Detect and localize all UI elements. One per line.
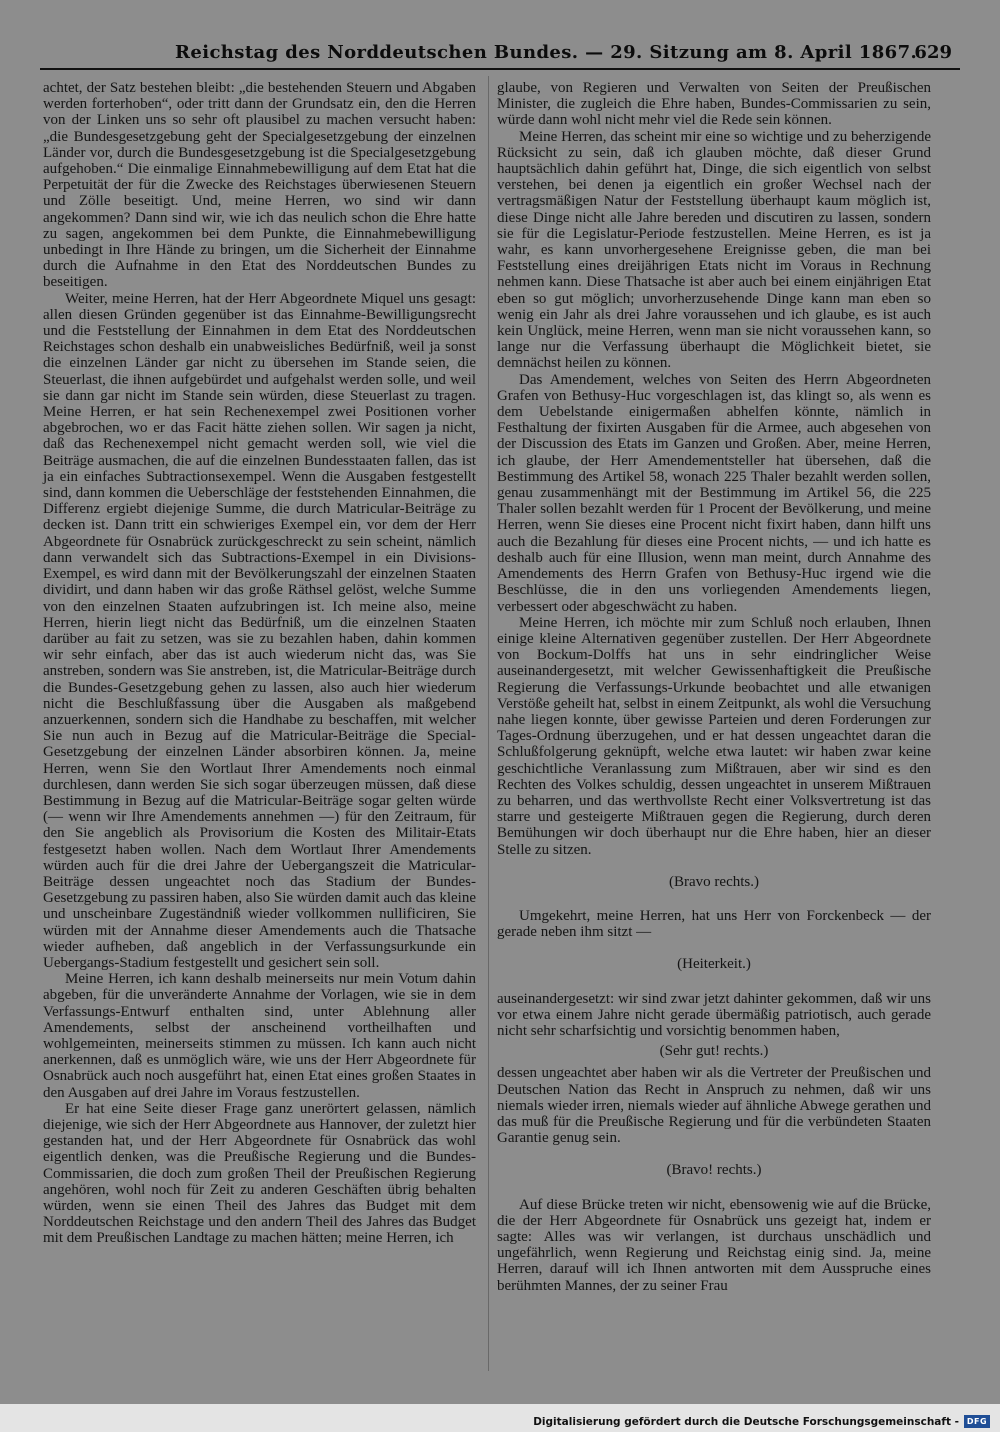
running-header bbox=[40, 38, 960, 70]
page-title: Reichstag des Norddeutschen Bundes. — 29. Sitzung am 8. April 1867. bbox=[175, 42, 918, 63]
paragraph: dessen ungeachtet aber haben wir als die Vertreter der Preußischen und Deutschen Nation das Recht in Anspruch zu nehmen, daß wir uns niemals wieder irren, niemals wieder auf ähnliche Abwege gerathen und das muß für die Preußische Regierung und für die verbündeten Staaten Garantie genug sein. bbox=[497, 1065, 931, 1147]
paragraph: Das Amendement, welches von Seiten des Herrn Abgeordneten Grafen von Bethusy-Huc vorgeschlagen ist, das klingt so, als wenn es dem Uebelstande einigermaßen abhelfen könnte, nämlich in Festhaltung der fixirten Ausgaben für die Armee, auch abgesehen von der Discussion des Etats im Ganzen und Großen. Aber, meine Herren, ich glaube, der Herr Amendementsteller hat übersehen, daß die Bestimmung des Artikel 58, wonach 225 Thaler bezahlt werden sollen, genau zusammenhängt mit der Bestimmung im Artikel 56, die 225 Thaler sollen bezahlt werden für 1 Procent der Bevölkerung, und meine Herren, wenn Sie dieses eine Procent nicht fixirt haben, dann hilft uns auch die Bezahlung für dieses eine Procent nichts, — und ich hatte es deshalb auch für eine Illusion, wenn man meint, durch Annahme des Amendements des Herrn Grafen von Bethusy-Huc irgend wie die Beschlüsse, die in den uns vorliegenden Amendements liegen, verbessert oder abgeschwächt zu haben. bbox=[497, 371, 931, 615]
digitization-credit bbox=[533, 1415, 990, 1428]
audience-reaction: (Bravo rechts.) bbox=[669, 873, 759, 890]
audience-reaction: (Sehr gut! rechts.) bbox=[659, 1043, 769, 1060]
paragraph: Meine Herren, das scheint mir eine so wichtige und zu beherzigende Rücksicht zu sein, daß ich glauben möchte, daß dieser Grund hauptsächlich dahin geführt hat, Dinge, die sich eigentlich von selbst verstehen, bei denen ja eigentlich ein großer Wechsel nach der vertragsmäßigen Natur der Feststellung überhaupt kaum möglich ist, diese Dinge nicht alle Jahre bereden und discutiren zu lassen, sondern sie für die Legislatur-Periode festzustellen. Meine Herren, es ist ja wahr, es kann unvorhergesehene Ereignisse geben, die man bei Feststellung eines dreijährigen Etats nicht im Voraus in Rechnung nehmen kann. Diese Thatsache ist aber auch bei einem einjährigen Etat eben so gut möglich; unvorherzusehende Dinge kann man eben so wenig ein Jahr als drei Jahre voraussehen und ich glaube, es ist auch kein Unglück, meine Herren, wenn man sie nicht voraussehen kann, so lange nur die Verfassung überhaupt die Möglichkeit bietet, sie demnächst heilen zu können. bbox=[497, 128, 931, 372]
paragraph: Umgekehrt, meine Herren, hat uns Herr von Forckenbeck — der gerade neben ihm sitzt — bbox=[497, 907, 931, 941]
paragraph: Auf diese Brücke treten wir nicht, ebensowenig wie auf die Brücke, die der Herr Abgeordnete für Osnabrück uns gezeigt hat, indem er sagte: Alles was wir verlangen, ist durchaus unschädlich und ungefährlich, wenn Regierung und Reichstag einig sind. Ja, meine Herren, darauf will ich Ihnen antworten mit dem Ausspruche eines berühmten Mannes, der zu seiner Frau bbox=[497, 1196, 931, 1294]
page-number: 629 bbox=[914, 42, 952, 63]
paragraph: Meine Herren, ich möchte mir zum Schluß noch erlauben, Ihnen einige kleine Alternativen gegenüber zustellen. Der Herr Abgeordnete von Bockum-Dolffs hat uns in sehr eindringlicher Weise auseinandergesetzt, mit welcher Gewissenhaftigkeit die Preußische Regierung die Verfassungs-Urkunde beobachtet und alle etwanigen Verstöße geheilt hat, selbst in einem Zeitpunkt, als wohl die Versuchung nahe liegen konnte, über gewisse Parteien und deren Forderungen zur Tages-Ordnung überzugehen, und er hat dessen ungeachtet daran die Schlußfolgerung geknüpft, welche etwa lautet: wir haben zwar keine geschichtliche Veranlassung zum Mißtrauen, aber wir sind es den Rechten des Volkes schuldig, dessen ungeachtet in unserem Mißtrauen zu beharren, und das werthvollste Recht einer Volksvertretung ist das starre und gesteigerte Mißtrauen gegen die Regierung, durch deren Bemühungen wir doch überhaupt nur die Ehre haben, hier an dieser Stelle zu sitzen. bbox=[497, 614, 931, 858]
paragraph: glaube, von Regieren und Verwalten von Seiten der Preußischen Minister, die zugleich die Ehre haben, Bundes-Commissarien zu sein, würde dann wohl nicht mehr viel die Rede sein können. bbox=[497, 80, 931, 129]
credit-text: Digitalisierung gefördert durch die Deutsche Forschungsgemeinschaft - bbox=[533, 1415, 959, 1428]
audience-reaction: (Bravo! rechts.) bbox=[666, 1162, 762, 1179]
paragraph: auseinandergesetzt: wir sind zwar jetzt dahinter gekommen, daß wir uns vor etwa einem Jahre nicht gerade übermäßig patriotisch, auch gerade nicht sehr scharfsichtig und vorsichtig benommen haben, bbox=[497, 990, 931, 1039]
paragraph: achtet, der Satz bestehen bleibt: „die bestehenden Steuern und Abgaben werden forterhoben“, oder tritt dann der Grundsatz ein, den die Herren von der Linken uns so sehr oft plausibel zu machen versucht haben: „die Bundesgesetzgebung geht der Specialgesetzgebung der einzelnen Länder vor, durch die Bundesgesetzgebung ist die Specialgesetzgebung aufgehoben.“ Die einmalige Einnahmebewilligung auf dem Etat hat die Perpetuität der für die Zwecke des Reichstages überwiesenen Steuern und Zölle beseitigt. Und, meine Herren, wo sind wir dann angekommen? Dann sind wir, wie ich das neulich schon die Ehre hatte zu sagen, angekommen bei dem Punkte, die Einnahmebewilligung unbedingt in Ihre Hände zu bringen, um die Sicherheit der Einnahme durch die Aufnahme in den Etat des Norddeutschen Bundes zu beseitigen. bbox=[43, 80, 476, 291]
paragraph: Meine Herren, ich kann deshalb meinerseits nur mein Votum dahin abgeben, für die unveränderte Annahme der Vorlagen, wie sie in dem Verfassungs-Entwurf enthalten sind, unter Ablehnung aller Amendements, selbst der anscheinend vortheilhaften und wohlgemeinten, meinerseits stimmen zu müssen. Ich kann auch nicht anerkennen, daß es unmöglich wäre, wie uns der Herr Abgeordnete für Osnabrück auch noch ausgeführt hat, einen Etat eines großen Staates in den Ausgaben auf drei Jahre im Voraus festzustellen. bbox=[43, 971, 476, 1101]
paragraph: Er hat eine Seite dieser Frage ganz unerörtert gelassen, nämlich diejenige, wie sich der Herr Abgeordnete aus Hannover, der zuletzt hier gestanden hat, und der Herr Abgeordnete für Osnabrück das wohl eigentlich denken, was die Preußische Regierung und die Bundes-Commissarien, die doch zum großen Theil der Preußischen Regierung angehören, wohl noch für Zeit zu anderen Geschäften übrig behalten würden, wenn sie einen Theil des Jahres das Budget mit dem Norddeutschen Reichstage und den andern Theil des Jahres das Budget mit dem Preußischen Landtage zu machen hätten; meine Herren, ich bbox=[43, 1100, 476, 1247]
audience-reaction: (Heiterkeit.) bbox=[677, 956, 751, 973]
right-column bbox=[497, 80, 931, 1294]
left-column bbox=[43, 80, 476, 1247]
column-divider bbox=[488, 76, 489, 1371]
dfg-logo-icon: DFG bbox=[964, 1415, 990, 1428]
paragraph: Weiter, meine Herren, hat der Herr Abgeordnete Miquel uns gesagt: allen diesen Gründen gegenüber ist das Einnahme-Bewilligungsrecht und die Feststellung der Einnahmen in dem Etat des Norddeutschen Reichstages schon deshalb ein unabweisliches Bedürfniß, weil ja sonst die einzelnen Länder gar nicht zu übersehen im Stande seien, die Steuerlast, die ihnen aufgebürdet und aufgehalst werden solle, und weil sie dann gar nicht im Stande sein würden, diese Steuerlast zu tragen. Meine Herren, er hat sein Rechenexempel zwei Positionen vorher abgebrochen, wo er das Facit hätte ziehen sollen. Wir sagen ja nicht, daß das Rechenexempel nicht gemacht werden soll, wie viel die Beiträge ausmachen, die auf die einzelnen Bundesstaaten fallen, das ist ja ein einfaches Subtractionsexempel. Wenn die Ausgaben festgestellt sind, dann kommen die Ueberschläge der feststehenden Einnahmen, die Differenz ergiebt diejenige Summe, die durch Matricular-Beiträge zu decken ist. Dann tritt ein schwieriges Exempel ein, vor dem der Herr Abgeordnete für Osnabrück zurückgeschreckt zu sein scheint, nämlich dann verwandelt sich das Subtractions-Exempel in ein Divisions-Exempel, es wird dann mit der Bevölkerungszahl der einzelnen Staaten dividirt, und dann haben wir das große Räthsel gelöst, welche Summe von den einzelnen Staaten aufzubringen ist. Ich meine also, meine Herren, hierin liegt nicht das Bedürfniß, um die einzelnen Staaten darüber au fait zu setzen, was sie zu bezahlen haben, dahin kommen wir sehr einfach, aber das ist auch wiederum nicht das, was Sie anstreben, sondern was Sie anstreben, ist, die Matricular-Beiträge durch die Bundes-Gesetzgebung gehen zu lassen, also auch hier wiederum nicht die Beschlußfassung über die Ausgaben als maßgebend anzuerkennen, sondern sich die Handhabe zu beschaffen, mit welcher Sie nun auch in Bezug auf die Matricular-Beiträge die Special-Gesetzgebung der einzelnen Länder absorbiren können. Ja, meine Herren, wenn Sie den Wortlaut Ihrer Amendements noch einmal durchlesen, dann werden Sie sich sogar überzeugen müssen, daß diese Bestimmung in Bezug auf die Matricular-Beiträge sogar gelten würde (— wenn wir Ihre Amendements annehmen —) für den Zeitraum, für den Sie angeblich als Provisorium die Kosten des Militair-Etats festgesetzt haben wollen. Nach dem Wortlaut Ihrer Amendements würden auch für die drei Jahre der Uebergangszeit die Matricular-Beiträge dessen ungeachtet noch das Stadium der Bundes-Gesetzgebung zu passiren haben, also Sie würden damit auch das kleine und unscheinbare Zugeständniß wieder vollkommen nullificiren, Sie würden mit der Annahme dieser Amendements auch die Thatsache wieder aufheben, daß angeblich in der Verfassungsurkunde ein Uebergangs-Stadium festgestellt und gesichert sein soll. bbox=[43, 290, 476, 971]
